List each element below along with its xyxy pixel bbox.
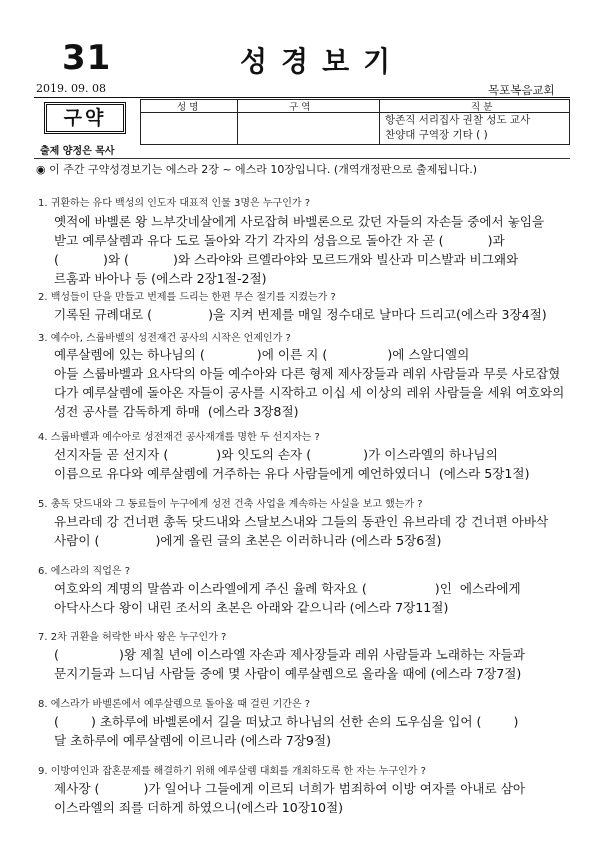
notice-text: ◉ 이 주간 구약성경보기는 에스라 2장 ~ 에스라 10장입니다. (개역개정판으로 출제됩니다.) [36, 163, 478, 176]
col-district-header: 구 역 [289, 102, 311, 113]
answer-line: 르훔과 바아나 등 (에스라 2장1절-2절) [54, 271, 267, 286]
answer-line: 예루살렘에 있는 하나님의 ( )에 이른 지 ( )에 스알디엘의 [54, 347, 470, 362]
sheet-number: 31 [62, 38, 112, 78]
question-5: 5. 총독 닷드내와 그 동료들이 누구에게 성전 건축 사업을 계속하는 사실을 보고 했는가 ? [38, 499, 423, 510]
answer-line: 기록된 규례대로 ( )을 지켜 번제를 매일 정수대로 날마다 드리고(에스라 3장4절) [54, 307, 547, 322]
church-name: 목포복음교회 [488, 83, 555, 97]
info-table [140, 99, 570, 145]
col-divider [379, 100, 380, 144]
question-2: 2. 백성들이 단을 만들고 번제를 드리는 한편 무슨 절기를 지켰는가 ? [38, 292, 336, 303]
answer-line: 아닥사스다 왕이 내린 조서의 초본은 아래와 같으니라 (에스라 7장11절) [54, 600, 449, 615]
answer-line: ( )왕 제칠 년에 이스라엘 자손과 제사장들과 레위 사람들과 노래하는 자들과 [54, 647, 525, 662]
answer-line: 받고 예루살렘과 유다 도로 돌아와 각기 각자의 성읍으로 돌아간 자 곧 ( )과 [54, 233, 505, 248]
answer-line: 유브라데 강 건너편 총독 닷드내와 스달보스내와 그들의 동관인 유브라데 강 건너편 아바삭 [54, 514, 549, 529]
answer-line: 선지자들 곧 선지자 ( )와 잇도의 손자 ( )가 이스라엘의 하나님의 [54, 447, 498, 462]
answer-line: 제사장 ( )가 일어나 그들에게 이르되 너희가 범죄하여 이방 여자를 아내로 삼아 [54, 781, 526, 796]
answer-line: 다가 예루살렘에 돌아온 자들이 공사를 시작하고 이십 세 이상의 레위 사람들을 세워 여호와의 [54, 385, 565, 400]
question-9: 9. 이방여인과 잡혼문제를 해결하기 위해 예루살렘 대회를 개최하도록 한 자는 누구인가 ? [38, 766, 426, 777]
col-divider [237, 100, 238, 144]
answer-line: 이스라엘의 죄를 더하게 하였으니(에스라 10장10절) [54, 800, 344, 815]
author-label: 출제 양정은 목사 [40, 146, 115, 157]
answer-line: 여호와의 계명의 말씀과 이스라엘에게 주신 율례 학자요 ( )인 에스라에게 [54, 581, 521, 596]
answer-line: 성전 공사를 감독하게 하매 (에스라 3장8절) [54, 404, 299, 419]
answer-line: ( )와 ( )와 스라야와 르엘라야와 모르드개와 빌산과 미스발과 비그왜와 [54, 252, 519, 267]
answer-line: 사람이 ( )에게 올린 글의 초본은 이러하니라 (에스라 5장6절) [54, 533, 442, 548]
role-options-line2: 찬양대 구역장 기타 ( ) [385, 129, 488, 141]
date-label: 2019. 09. 08 [36, 82, 106, 95]
page-title: 성경보기 [240, 45, 405, 78]
question-8: 8. 에스라가 바벨론에서 예루살렘으로 돌아올 때 걸린 기간은 ? [38, 699, 311, 710]
header-rule [34, 97, 570, 98]
question-1: 1. 귀환하는 유다 백성의 인도자 대표적 인물 3명은 누구인가 ? [38, 198, 310, 209]
answer-line: 문지기들과 느디님 사람들 중에 몇 사람이 예루살렘으로 올라올 때에 (에스라 7장7절) [54, 666, 522, 681]
section-badge: 구약 [44, 102, 126, 134]
answer-line: ( ) 초하루에 바벨론에서 길을 떠났고 하나님의 선한 손의 도우심을 입어 ( ) [54, 714, 519, 729]
question-7: 7. 2차 귀환을 허락한 바사 왕은 누구인가 ? [38, 632, 227, 643]
question-3: 3. 예수아, 스룹바벨의 성전재건 공사의 시작은 언제인가 ? [38, 333, 291, 344]
answer-line: 옛적에 바벨론 왕 느부갓네살에게 사로잡혀 바벨론으로 갔던 자들의 자손들 중에서 놓임을 [54, 214, 545, 229]
question-6: 6. 에스라의 직업은 ? [38, 566, 131, 577]
col-name-header: 성 명 [177, 102, 199, 113]
header-separator [34, 158, 570, 159]
role-options-line1: 항존직 서리집사 권찰 성도 교사 [385, 114, 531, 126]
answer-line: 이름으로 유다와 예루살렘에 거주하는 유다 사람들에게 예언하였더니 (에스라 5장1절) [54, 466, 530, 481]
answer-line: 달 초하루에 예루살렘에 이르니라 (에스라 7장9절) [54, 733, 332, 748]
answer-line: 아들 스룹바벨과 요사닥의 아들 예수아와 다른 형제 제사장들과 레위 사람들과 무릇 사로잡혔 [54, 366, 561, 381]
question-4: 4. 스룹바벨과 예수아로 성전재건 공사재개를 명한 두 선지자는 ? [38, 432, 320, 443]
col-role-header: 직 분 [471, 102, 493, 113]
